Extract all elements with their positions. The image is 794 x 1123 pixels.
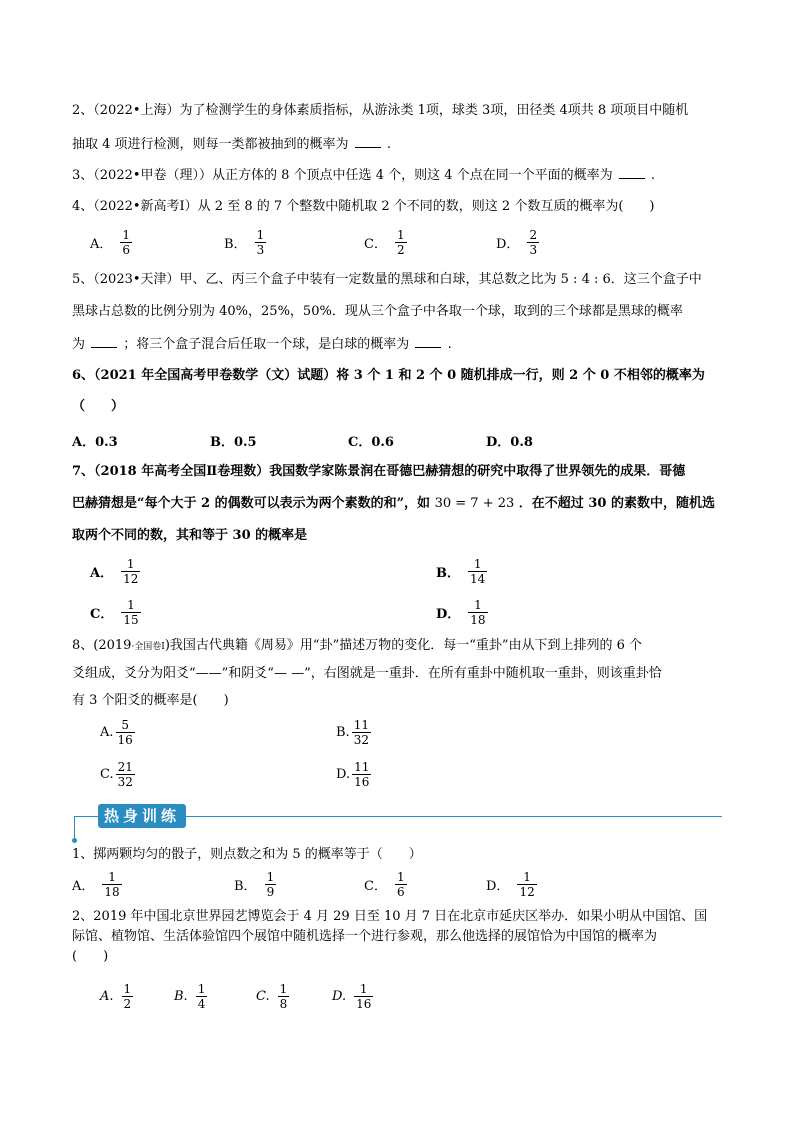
fraction: $\frac{1}{14}$ xyxy=(470,557,486,586)
q8-line2: 爻组成，爻分为阳爻“——”和阴爻“— —”，右图就是一重卦．在所有重卦中随机取一重卦，则该重卦恰 xyxy=(72,666,662,681)
section-divider-vertical xyxy=(74,816,75,840)
q7-line2: 巴赫猜想是“每个大于 2 的偶数可以表示为两个素数的和”，如 30 = 7 + 23 ．在不超过 30 的素数中，随机选 xyxy=(72,496,715,511)
q4-option-d: D． $\frac{2}{3}$ xyxy=(496,228,538,257)
q6-option-a: A．0.3 xyxy=(72,435,118,450)
q4-text: 4、（2022•新高考Ⅰ）从 2 至 8 的 7 个整数中随机取 2 个不同的数，则这 2 个数互质的概率为( ) xyxy=(72,199,655,214)
fraction: $\frac{1}{18}$ xyxy=(470,598,486,627)
q8-line3: 有 3 个阳爻的概率是( ) xyxy=(72,693,229,708)
fraction: $\frac{1}{8}$ xyxy=(279,982,288,1011)
w2-line3: ( ) xyxy=(72,949,109,964)
q6-option-b: B．0.5 xyxy=(210,435,257,450)
q8-option-d: D. $\frac{11}{16}$ xyxy=(336,760,370,789)
q4-option-a: A． $\frac{1}{6}$ xyxy=(90,228,131,257)
fraction: $\frac{1}{18}$ xyxy=(104,870,120,899)
w1-option-a: A． $\frac{1}{18}$ xyxy=(72,870,120,899)
q2-line2 xyxy=(72,135,391,154)
w2-option-a: A. $\frac{1}{2}$ xyxy=(100,982,132,1011)
answer-blank xyxy=(355,135,381,148)
q4-option-b: B． $\frac{1}{3}$ xyxy=(224,228,265,257)
fraction: $\frac{1}{2}$ xyxy=(123,982,132,1011)
fraction: $\frac{11}{16}$ xyxy=(354,760,370,789)
w1-text: 1、掷两颗均匀的骰子，则点数之和为 5 的概率等于（ ） xyxy=(72,847,422,862)
fraction: $\frac{1}{4}$ xyxy=(197,982,206,1011)
w2-line1: 2、2019 年中国北京世界园艺博览会于 4 月 29 日至 10 月 7 日在北京市延庆区举办．如果小明从中国馆、国 xyxy=(72,909,708,924)
q5-line1: 5、（2023•天津）甲、乙、丙三个盒子中装有一定数量的黑球和白球，其总数之比为 5 : 4 : 6．这三个盒子中 xyxy=(72,272,702,287)
fraction: $\frac{1}{9}$ xyxy=(266,870,275,899)
answer-blank xyxy=(415,335,441,348)
fraction: $\frac{1}{3}$ xyxy=(256,228,265,257)
fraction: $\frac{1}{16}$ xyxy=(356,982,372,1011)
q5-line2: 黑球占总数的比例分别为 40%，25%，50%．现从三个盒子中各取一个球，取到的三个球都是黑球的概率 xyxy=(72,304,683,319)
w2-option-d: D. $\frac{1}{16}$ xyxy=(332,982,372,1011)
section-divider-dot xyxy=(72,838,77,843)
w1-option-d: D． $\frac{1}{12}$ xyxy=(486,870,535,899)
q8-source: ·全国卷Ⅰ xyxy=(131,642,165,652)
q8-option-c: C. $\frac{21}{32}$ xyxy=(100,760,133,789)
q3-text: 3、（2022•甲卷（理））从正方体的 8 个顶点中任选 4 个，则这 4 个点在同一个平面的概率为 xyxy=(72,168,613,183)
fraction: $\frac{1}{12}$ xyxy=(519,870,535,899)
fraction: $\frac{1}{15}$ xyxy=(123,598,139,627)
q8-option-a: A. $\frac{5}{16}$ xyxy=(100,718,133,747)
w2-option-b: B. $\frac{1}{4}$ xyxy=(174,982,206,1011)
w1-option-b: B． $\frac{1}{9}$ xyxy=(234,870,275,899)
q6-line2: （ ） xyxy=(72,399,125,414)
q2-line2-text: 抽取 4 项进行检测，则每一类都被抽到的概率为 xyxy=(72,137,349,152)
q3-end: . xyxy=(650,168,656,183)
q7-option-a: A． $\frac{1}{12}$ xyxy=(90,557,139,586)
q7-option-b: B． $\frac{1}{14}$ xyxy=(436,557,486,586)
section-title: 热身训练 xyxy=(98,804,186,828)
fraction: $\frac{1}{6}$ xyxy=(396,870,405,899)
q6-option-d: D．0.8 xyxy=(486,435,533,450)
fraction: $\frac{21}{32}$ xyxy=(117,760,133,789)
q6-line1: 6、（2021 年全国高考甲卷数学（文）试题）将 3 个 1 和 2 个 0 随机排成一行，则 2 个 0 不相邻的概率为 xyxy=(72,368,705,383)
w2-line2: 际馆、植物馆、生活体验馆四个展馆中随机选择一个进行参观，那么他选择的展馆恰为中国馆的概率为 xyxy=(72,929,658,944)
q7-equation: 30 = 7 + 23 xyxy=(434,496,515,511)
fraction: $\frac{5}{16}$ xyxy=(117,718,133,747)
q8-line1: 8、(2019·全国卷Ⅰ)我国古代典籍《周易》用“卦”描述万物的变化．每一“重卦”由从下到上排列的 6 个 xyxy=(72,638,643,653)
w2-option-c: C. $\frac{1}{8}$ xyxy=(256,982,288,1011)
q3-line xyxy=(72,166,655,185)
answer-blank xyxy=(91,335,117,348)
fraction: $\frac{11}{32}$ xyxy=(353,718,369,747)
q7-line1: 7、（2018 年高考全国Ⅱ卷理数）我国数学家陈景润在哥德巴赫猜想的研究中取得了世界领先的成果．哥德 xyxy=(72,464,686,479)
q7-option-d: D． $\frac{1}{18}$ xyxy=(436,598,486,627)
q8-option-b: B. $\frac{11}{32}$ xyxy=(336,718,369,747)
fraction: $\frac{2}{3}$ xyxy=(529,228,538,257)
answer-blank xyxy=(619,166,645,179)
w1-option-c: C． $\frac{1}{6}$ xyxy=(364,870,405,899)
fraction: $\frac{1}{2}$ xyxy=(396,228,405,257)
fraction: $\frac{1}{6}$ xyxy=(122,228,131,257)
q2-line2-end: . xyxy=(386,137,391,152)
q7-line3: 取两个不同的数，其和等于 30 的概率是 xyxy=(72,528,308,543)
q6-option-c: C．0.6 xyxy=(348,435,394,450)
q7-option-c: C． $\frac{1}{15}$ xyxy=(90,598,139,627)
q5-line3: 为 ；将三个盒子混合后任取一个球，是白球的概率为 . xyxy=(72,337,452,352)
q2-line1: 2、（2022•上海）为了检测学生的身体素质指标，从游泳类 1项，球类 3项，田径类 4项共 8 项项目中随机 xyxy=(72,103,689,118)
fraction: $\frac{1}{12}$ xyxy=(123,557,139,586)
q4-option-c: C． $\frac{1}{2}$ xyxy=(364,228,405,257)
